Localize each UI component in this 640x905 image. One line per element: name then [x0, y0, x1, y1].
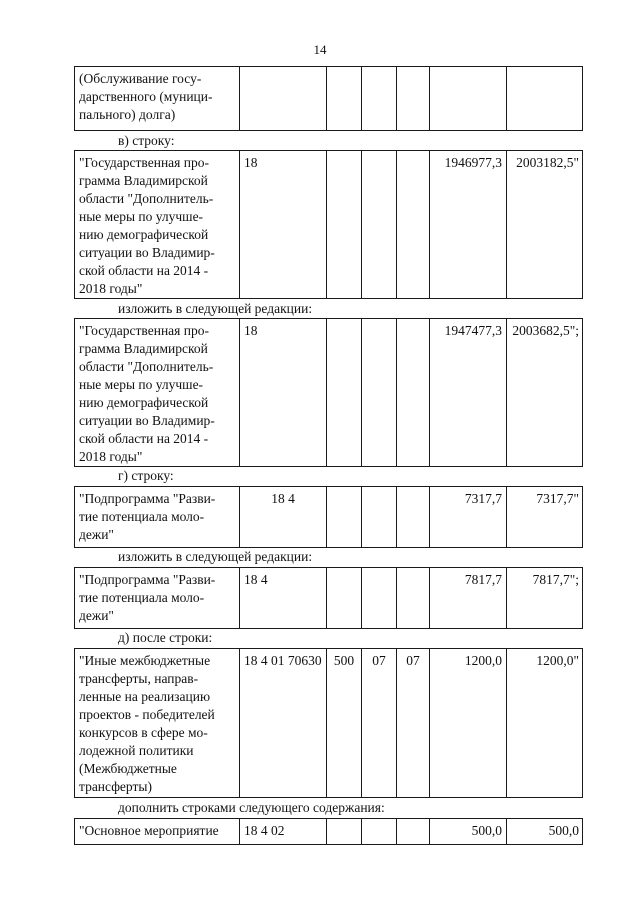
- debt-label: (Обслуживание госу- дарственного (муници- пального) долга): [79, 71, 213, 122]
- add-g1: [326, 819, 361, 844]
- transfer-v1: 1200,0: [429, 649, 506, 797]
- add-g2: [361, 819, 396, 844]
- gp-new-g3: [396, 319, 429, 466]
- gp-old-g2: [361, 151, 396, 298]
- note-dop: дополнить строками следующего содержания:: [118, 800, 385, 815]
- pp-new-g1: [326, 568, 361, 628]
- pp-new-label: "Подпрограмма "Разви- тие потенциала моло- дежи": [79, 572, 216, 623]
- gp-old-v2: 2003182,5": [506, 151, 583, 298]
- transfer-v2: 1200,0": [506, 649, 583, 797]
- pp-new-g3: [396, 568, 429, 628]
- note-d: д) после строки:: [118, 630, 213, 645]
- debt-g2: [361, 67, 396, 130]
- transfer-label: "Иные межбюджетные трансферты, направ- ленные на реализацию проектов - победителей конкурсов в сфере мо- лодежной политики (Межбюджетные трансферты): [79, 653, 215, 794]
- pp-old-g2: [361, 487, 396, 547]
- debt-g1: [326, 67, 361, 130]
- transfer-code: 18 4 01 70630: [239, 649, 326, 797]
- gp-old-v1: 1946977,3: [429, 151, 506, 298]
- transfer-g3: 07: [396, 649, 429, 797]
- pp-old-v2: 7317,7": [506, 487, 583, 547]
- gp-old-g3: [396, 151, 429, 298]
- note-izl1: изложить в следующей редакции:: [118, 301, 313, 316]
- pp-old-g1: [326, 487, 361, 547]
- transfer-g2: 07: [361, 649, 396, 797]
- debt-v1: [429, 67, 506, 130]
- pp-old-label: "Подпрограмма "Разви- тие потенциала моло- дежи": [79, 491, 216, 542]
- table-gp-new: [74, 318, 583, 467]
- table-pp-new: [74, 567, 583, 629]
- gp-new-g1: [326, 319, 361, 466]
- note-g: г) строку:: [118, 468, 174, 483]
- pp-new-v1: 7817,7: [429, 568, 506, 628]
- table-add: [74, 818, 583, 845]
- gp-new-v1: 1947477,3: [429, 319, 506, 466]
- table-transfer: [74, 648, 583, 798]
- note-v: в) строку:: [118, 133, 175, 148]
- add-code: 18 4 02: [239, 819, 326, 844]
- transfer-g1: 500: [326, 649, 361, 797]
- add-v2: 500,0: [506, 819, 583, 844]
- table-pp-old: [74, 486, 583, 548]
- pp-new-g2: [361, 568, 396, 628]
- table-debt-service: [74, 66, 583, 131]
- pp-new-code: 18 4: [239, 568, 326, 628]
- debt-g3: [396, 67, 429, 130]
- pp-old-g3: [396, 487, 429, 547]
- add-v1: 500,0: [429, 819, 506, 844]
- gp-new-g2: [361, 319, 396, 466]
- gp-old-g1: [326, 151, 361, 298]
- add-g3: [396, 819, 429, 844]
- gp-new-label: "Государственная про- грамма Владимирской области "Дополнитель- ные меры по улучше- нию демографической ситуации во Владимир- ской области на 2014 - 2018 годы": [79, 323, 215, 464]
- gp-old-label: "Государственная про- грамма Владимирской области "Дополнитель- ные меры по улучше- нию демографической ситуации во Владимир- ской области на 2014 - 2018 годы": [79, 155, 215, 296]
- pp-new-v2: 7817,7";: [506, 568, 583, 628]
- gp-new-v2: 2003682,5";: [506, 319, 583, 466]
- debt-code: [239, 67, 326, 130]
- gp-old-code: 18: [239, 151, 326, 298]
- pp-old-code: 18 4: [239, 487, 326, 547]
- table-gp-old: [74, 150, 583, 299]
- add-label: "Основное мероприятие: [79, 823, 219, 838]
- debt-v2: [506, 67, 583, 130]
- page-number: 14: [313, 42, 327, 57]
- pp-old-v1: 7317,7: [429, 487, 506, 547]
- note-izl2: изложить в следующей редакции:: [118, 549, 313, 564]
- gp-new-code: 18: [239, 319, 326, 466]
